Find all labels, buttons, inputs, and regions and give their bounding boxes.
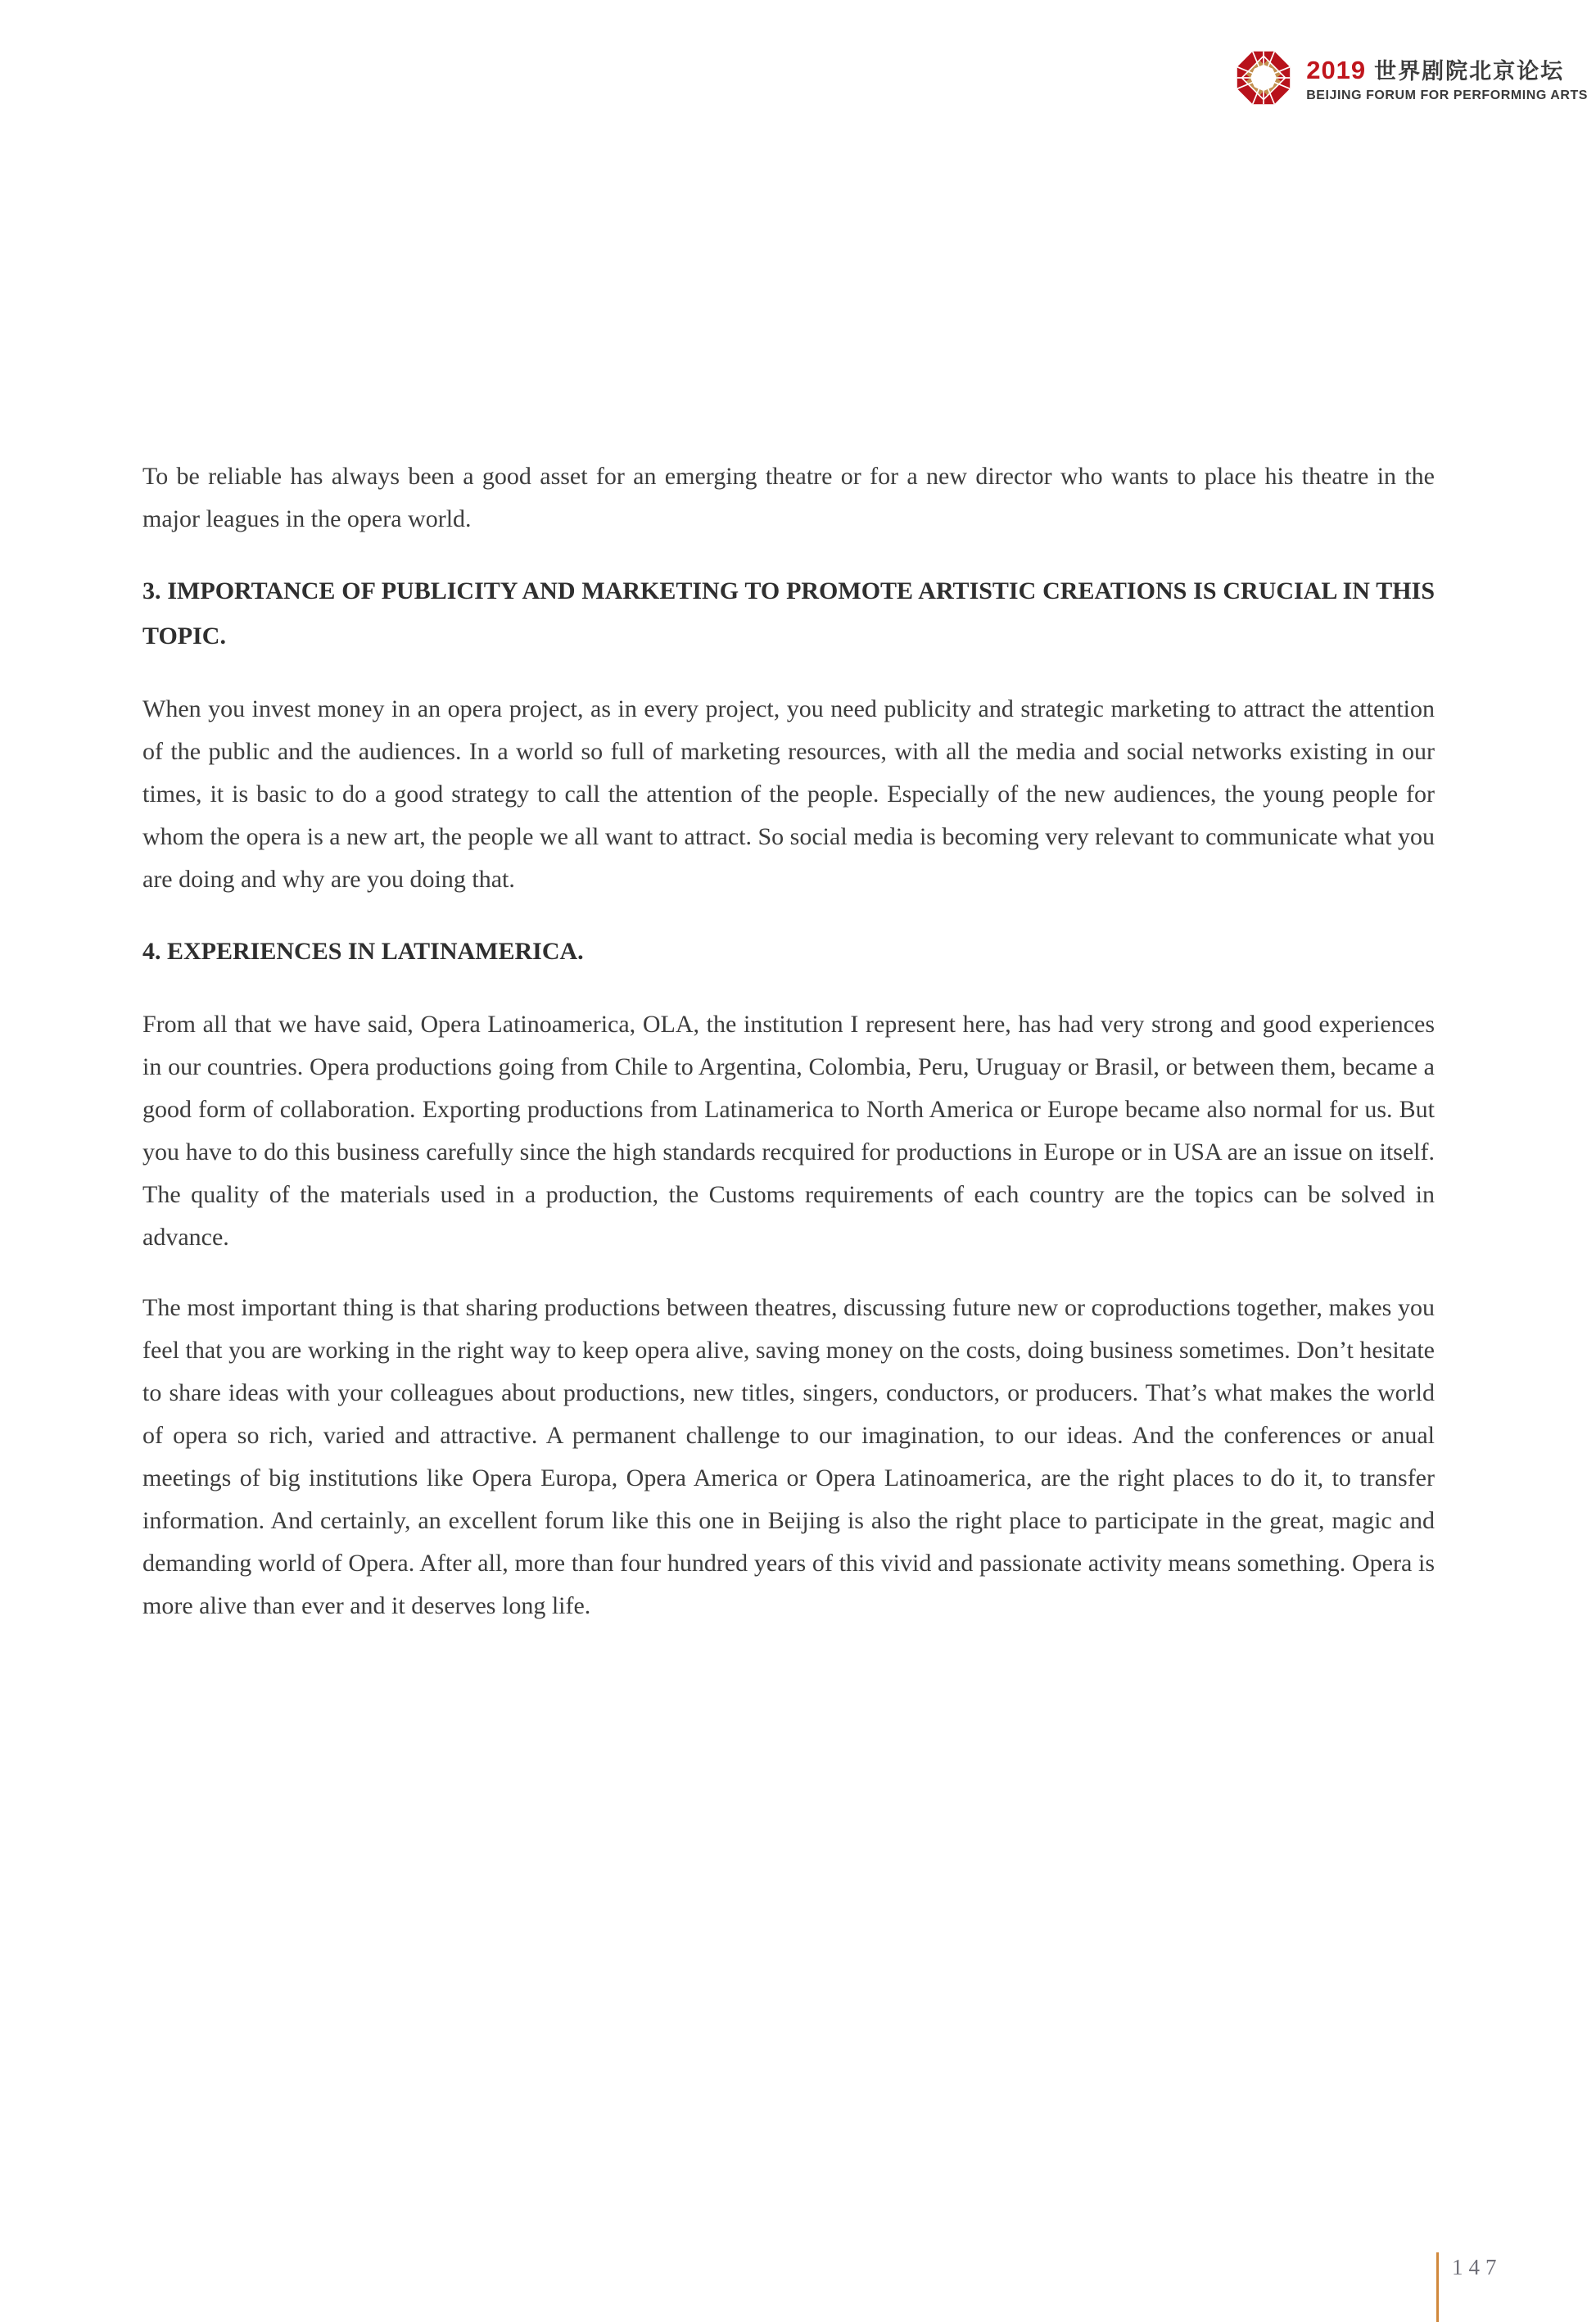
paragraph-section-4a: From all that we have said, Opera Latinoamerica, OLA, the institution I represent here, has had very strong and good experiences in our countries. Opera productions going from Chile to Argentina, Colombia, Peru, Uruguay or Brasil, or between them, became a good form of collaboration. Exporting productions from Latinamerica to North America or Europe became also normal for us. But you have to do this business carefully since the high standards recquired for productions in Europe or in USA are an issue on itself. The quality of the materials used in a production, the Customs requirements of each country are the topics can be solved in advance. bbox=[142, 1011, 1435, 1251]
logo-year: 2019 bbox=[1306, 55, 1367, 84]
document-body bbox=[142, 455, 1435, 1655]
forum-logo bbox=[1235, 48, 1588, 108]
paragraph-intro: To be reliable has always been a good asset for an emerging theatre or for a new director who wants to place his theatre in the major leagues in the opera world. bbox=[142, 463, 1435, 532]
logo-text bbox=[1306, 53, 1588, 103]
logo-title-english: BEIJING FORUM FOR PERFORMING ARTS bbox=[1306, 88, 1588, 102]
heading-section-3: 3. IMPORTANCE OF PUBLICITY AND MARKETING TO PROMOTE ARTISTIC CREATIONS IS CRUCIAL IN THIS TOPIC. bbox=[142, 577, 1435, 650]
page-number-divider bbox=[1436, 2252, 1439, 2322]
octagon-rosette-icon bbox=[1235, 48, 1292, 108]
page-footer bbox=[1436, 2252, 1503, 2322]
paragraph-section-4b: The most important thing is that sharing productions between theatres, discussing future new or coproductions together, makes you feel that you are working in the right way to keep opera alive, saving money on the costs, doing business sometimes. Don’t hesitate to share ideas with your colleagues about productions, new titles, singers, conductors, or producers. That’s what makes the world of opera so rich, varied and attractive. A permanent challenge to our imagination, to our ideas. And the conferences or anual meetings of big institutions like Opera Europa, Opera America or Opera Latinoamerica, are the right places to do it, to transfer information. And certainly, an excellent forum like this one in Beijing is also the right place to participate in the great, magic and demanding world of Opera. After all, more than four hundred years of this vivid and passionate activity means something. Opera is more alive than ever and it deserves long life. bbox=[142, 1294, 1435, 1619]
page-number: 147 bbox=[1452, 2255, 1503, 2279]
paragraph-section-3: When you invest money in an opera project, as in every project, you need publicity and strategic marketing to attract the attention of the public and the audiences. In a world so full of marketing resources, with all the media and social networks existing in our times, it is basic to do a good strategy to call the attention of the people. Especially of the new audiences, the young people for whom the opera is a new art, the people we all want to attract. So social media is becoming very relevant to communicate what you are doing and why are you doing that. bbox=[142, 695, 1435, 893]
logo-title-chinese: 世界剧院北京论坛 bbox=[1374, 58, 1565, 84]
heading-section-4: 4. EXPERIENCES IN LATINAMERICA. bbox=[142, 938, 584, 965]
